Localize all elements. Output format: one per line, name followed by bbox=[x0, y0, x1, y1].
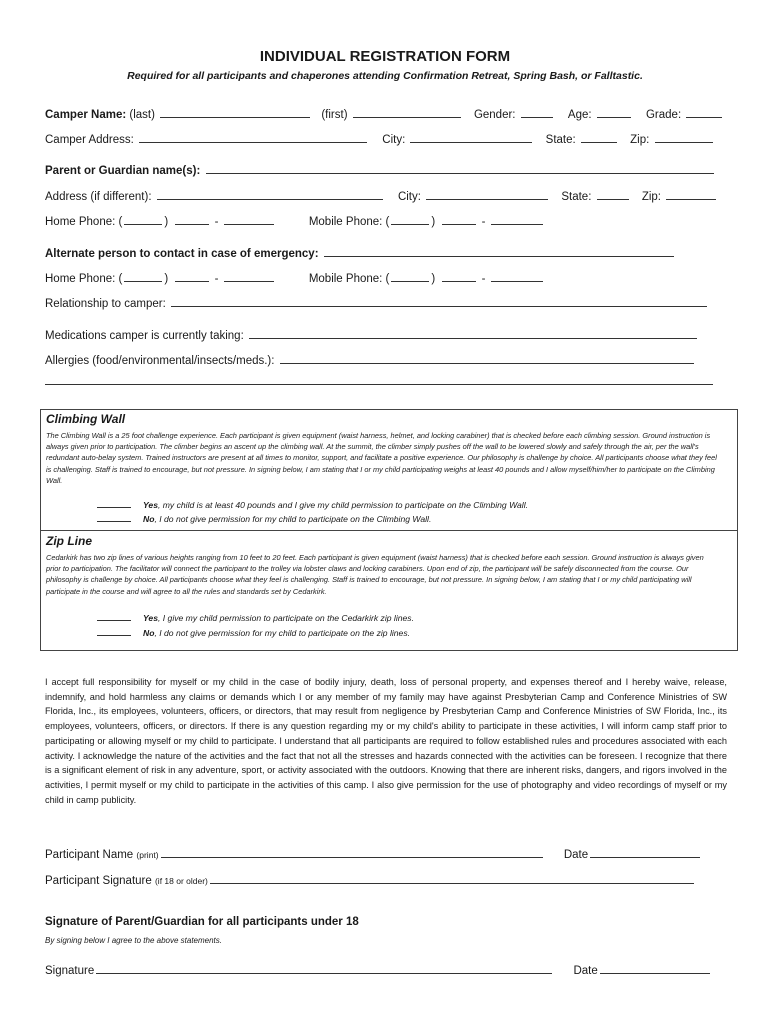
form-subtitle: Required for all participants and chaperones attending Confirmation Retreat, Spring Bash, or Falltastic. bbox=[127, 70, 643, 82]
allergies-row bbox=[45, 352, 696, 367]
last-name-field[interactable] bbox=[160, 106, 310, 118]
guardian-address-field[interactable] bbox=[157, 188, 383, 200]
camper-name-row bbox=[45, 106, 724, 121]
guardian-name-field[interactable] bbox=[206, 162, 714, 174]
allergies-label: Allergies (food/environmental/insects/meds.): bbox=[45, 355, 275, 367]
relationship-row bbox=[45, 295, 709, 310]
guardian-city-label: City: bbox=[397, 191, 421, 203]
guardian-address-row bbox=[45, 188, 718, 203]
alternate-mobile-prefix-field[interactable] bbox=[442, 270, 476, 282]
camper-zip-field[interactable] bbox=[655, 131, 713, 143]
alternate-home-line-field[interactable] bbox=[224, 270, 274, 282]
guardian-date-label: Date bbox=[573, 965, 598, 977]
climbing-no-blank[interactable] bbox=[97, 521, 131, 522]
climbing-yes-option[interactable] bbox=[97, 500, 528, 510]
guardian-name-row bbox=[45, 162, 716, 177]
allergies-extra-line[interactable] bbox=[45, 384, 713, 385]
section-divider bbox=[41, 530, 737, 531]
medications-label: Medications camper is currently taking: bbox=[45, 330, 244, 342]
guardian-signature-label: Signature bbox=[45, 965, 95, 977]
relationship-label: Relationship to camper: bbox=[45, 298, 166, 310]
alternate-home-prefix-field[interactable] bbox=[175, 270, 209, 282]
guardian-date-field[interactable] bbox=[600, 962, 710, 974]
guardian-state-label: State: bbox=[561, 191, 592, 203]
guardian-home-area-field[interactable] bbox=[124, 213, 162, 225]
participant-name-note: (print) bbox=[136, 850, 159, 860]
camper-state-field[interactable] bbox=[581, 131, 617, 143]
guardian-zip-label: Zip: bbox=[641, 191, 661, 203]
last-name-label: (last) bbox=[129, 109, 155, 121]
guardian-zip-field[interactable] bbox=[666, 188, 716, 200]
climbing-no-text: , I do not give permission for my child to participate on the Climbing Wall. bbox=[154, 514, 432, 524]
medications-row bbox=[45, 327, 699, 342]
participant-name-row bbox=[45, 846, 702, 861]
grade-label: Grade: bbox=[645, 109, 682, 121]
zipline-yes-bold: Yes bbox=[143, 613, 158, 623]
zipline-no-text: , I do not give permission for my child to participate on the zip lines. bbox=[154, 628, 411, 638]
zipline-no-option[interactable] bbox=[97, 628, 410, 638]
activities-box bbox=[40, 409, 738, 651]
camper-city-field[interactable] bbox=[410, 131, 532, 143]
relationship-field[interactable] bbox=[171, 295, 707, 307]
alternate-phone-row: Home Phone: ( ) - Mobile Phone: ( ) - bbox=[45, 270, 545, 285]
gender-field[interactable] bbox=[521, 106, 553, 118]
climbing-text: The Climbing Wall is a 25 foot challenge experience. Each participant is given equipment (waist harness, helmet, and locking carabiner) that is checked before each climbing session. Ground instruction is always given prior to participation. The climber begins an ascent up the climbing wall. At the summit, the climber simply pushes off the wall to be lowered slowly and safely through the air, per the wall's redundant auto-belay system. Trained instructors are present at all times to monitor, support, and facilitate a positive experience. Our philosophy is challenge by choice. All participants choose what they feel is challenging. Staff is trained to encourage, but not pressure. In signing below, I am stating that I or my child participating weighs at least 40 pounds and I allow myself/him/her to participate on the Climbing Wall. bbox=[46, 431, 717, 485]
guardian-signature-title: Signature of Parent/Guardian for all participants under 18 bbox=[45, 916, 359, 928]
camper-zip-label: Zip: bbox=[630, 134, 650, 146]
camper-city-label: City: bbox=[382, 134, 406, 146]
climbing-yes-blank[interactable] bbox=[97, 507, 131, 508]
camper-address-row bbox=[45, 131, 715, 146]
camper-state-label: State: bbox=[545, 134, 576, 146]
alternate-home-area-field[interactable] bbox=[124, 270, 162, 282]
alternate-home-phone-label: Home Phone: ( bbox=[45, 273, 123, 285]
zipline-text: Cedarkirk has two zip lines of various heights ranging from 10 feet to 20 feet. Each participant is given equipment (waist harness) that is checked before each session. Ground instruction is always given prior to participation. The facilitator will connect the participant to the trolley via lobster claws and locking carabiners. Upon end of zip, the participant will be safely disconnected from the course. Our philosophy is challenge by choice. All participants choose what they feel is challenging. Staff is trained to encourage, but not pressure. In signing below, I am stating that I or my child participating will participate in the course and will agree to all the rules and standards set by Cedarkirk. bbox=[46, 553, 704, 596]
participant-signature-label: Participant Signature bbox=[45, 875, 152, 887]
climbing-no-option[interactable] bbox=[97, 514, 431, 524]
guardian-mobile-line-field[interactable] bbox=[491, 213, 543, 225]
climbing-yes-text: , my child is at least 40 pounds and I give my child permission to participate on the Climbing Wall. bbox=[157, 500, 529, 510]
alternate-mobile-area-field[interactable] bbox=[391, 270, 429, 282]
participant-name-field[interactable] bbox=[161, 846, 543, 858]
guardian-mobile-area-field[interactable] bbox=[391, 213, 429, 225]
alternate-contact-field[interactable] bbox=[324, 245, 674, 257]
guardian-signature-note: By signing below I agree to the above statements. bbox=[45, 936, 222, 945]
guardian-city-field[interactable] bbox=[426, 188, 548, 200]
zipline-yes-text: , I give my child permission to participate on the Cedarkirk zip lines. bbox=[157, 613, 414, 623]
camper-address-label: Camper Address: bbox=[45, 134, 134, 146]
camper-address-field[interactable] bbox=[139, 131, 367, 143]
grade-field[interactable] bbox=[686, 106, 722, 118]
guardian-home-phone-label: Home Phone: ( bbox=[45, 216, 123, 228]
zipline-no-blank[interactable] bbox=[97, 635, 131, 636]
guardian-state-field[interactable] bbox=[597, 188, 629, 200]
first-name-label: (first) bbox=[321, 109, 348, 121]
participant-signature-row bbox=[45, 872, 696, 887]
guardian-name-label: Parent or Guardian name(s): bbox=[45, 165, 201, 177]
age-field[interactable] bbox=[597, 106, 631, 118]
participant-date-label: Date bbox=[563, 849, 589, 861]
gender-label: Gender: bbox=[473, 109, 516, 121]
climbing-yes-bold: Yes bbox=[143, 500, 158, 510]
participant-date-field[interactable] bbox=[590, 846, 700, 858]
first-name-field[interactable] bbox=[353, 106, 461, 118]
climbing-no-bold: No bbox=[143, 514, 155, 524]
participant-signature-field[interactable] bbox=[210, 872, 694, 884]
camper-name-label: Camper Name: bbox=[45, 109, 127, 121]
alternate-contact-row bbox=[45, 245, 676, 260]
guardian-mobile-prefix-field[interactable] bbox=[442, 213, 476, 225]
allergies-field[interactable] bbox=[280, 352, 694, 364]
guardian-mobile-phone-label: Mobile Phone: ( bbox=[308, 216, 390, 228]
participant-name-label: Participant Name bbox=[45, 849, 134, 861]
alternate-mobile-phone-label: Mobile Phone: ( bbox=[308, 273, 390, 285]
zipline-heading: Zip Line bbox=[46, 534, 92, 548]
form-title: INDIVIDUAL REGISTRATION FORM bbox=[259, 48, 511, 65]
guardian-phone-row: Home Phone: ( ) - Mobile Phone: ( ) - bbox=[45, 213, 545, 228]
guardian-signature-field[interactable] bbox=[96, 962, 552, 974]
climbing-heading: Climbing Wall bbox=[46, 412, 126, 426]
guardian-address-label: Address (if different): bbox=[45, 191, 152, 203]
zipline-yes-option[interactable] bbox=[97, 613, 414, 623]
guardian-home-prefix-field[interactable] bbox=[175, 213, 209, 225]
participant-signature-note: (if 18 or older) bbox=[154, 876, 208, 886]
zipline-no-bold: No bbox=[143, 628, 155, 638]
waiver-text: I accept full responsibility for myself or my child in the case of bodily injury, death, loss of personal property, and expenses thereof and I hereby waive, release, indemnify, and hold harmless any claims or demands which I or any member of my family may have against Presbyterian Camp and Conference Ministries of SW Florida, Inc., its employees, volunteers, officers, or directors, that may result from negligence by Presbyterian Camp and Conference Ministries of SW Florida, Inc., its employees, volunteers, officers, or directors. If there is any question regarding my or my child's ability to participate in these activities, I will inform camp staff prior to participating or allowing myself or my child to participate. I understand that all participants are required to follow established rules and procedures associated with each activity. I acknowledge the nature of the activities and the fact that not all the stresses and hazards connected with the activities can be foreseen. I recognize that there is a significant element of risk in any adventure, sport, or activity associated with the outdoors. Knowing that there are inherent risks, dangers, and rigors involved in the activities, I permit myself or my child to participate in the activities of this camp. I also give permission for the use of photography and video recordings of myself or my child in camp publicity. bbox=[45, 677, 727, 805]
alternate-contact-label: Alternate person to contact in case of emergency: bbox=[45, 248, 319, 260]
guardian-home-line-field[interactable] bbox=[224, 213, 274, 225]
zipline-yes-blank[interactable] bbox=[97, 620, 131, 621]
alternate-mobile-line-field[interactable] bbox=[491, 270, 543, 282]
guardian-signature-row bbox=[45, 962, 712, 977]
medications-field[interactable] bbox=[249, 327, 697, 339]
age-label: Age: bbox=[567, 109, 592, 121]
